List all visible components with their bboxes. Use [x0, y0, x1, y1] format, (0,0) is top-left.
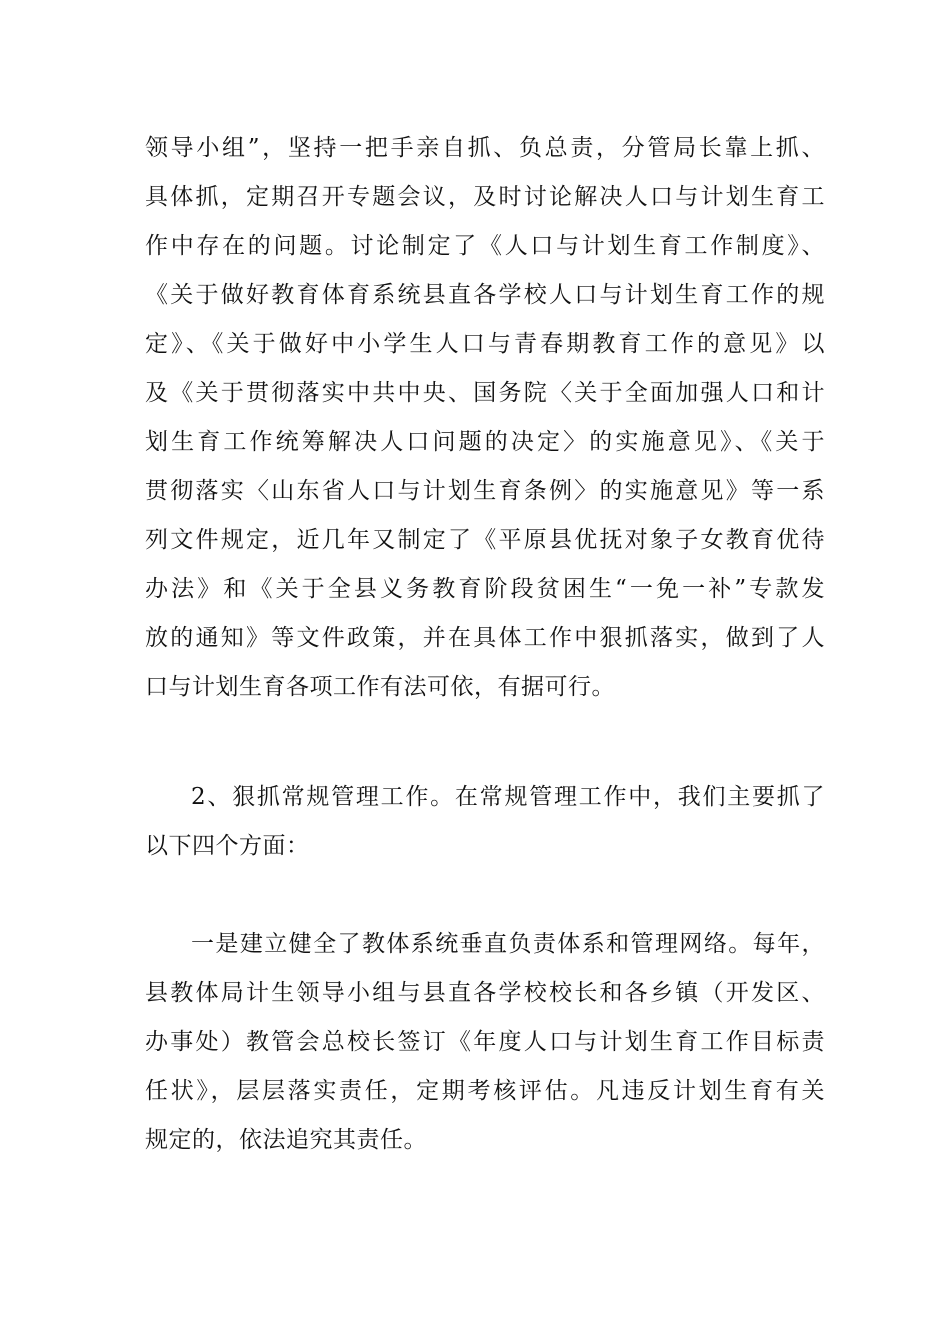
text-line: 办事处）教管会总校长签订《年度人口与计划生育工作目标责: [145, 1029, 825, 1055]
text-line: 列文件规定，近几年又制定了《平原县优抚对象子女教育优待: [145, 527, 825, 553]
text-line: 2、狠抓常规管理工作。在常规管理工作中，我们主要抓了: [191, 784, 825, 810]
paragraph-responsibility-system: [145, 920, 825, 1165]
text-line: 具体抓，定期召开专题会议，及时讨论解决人口与计划生育工: [145, 184, 825, 210]
text-line: 以下四个方面：: [145, 833, 310, 859]
text-line: 及《关于贯彻落实中共中央、国务院〈关于全面加强人口和计: [145, 380, 825, 406]
text-line: 作中存在的问题。讨论制定了《人口与计划生育工作制度》、: [145, 233, 825, 259]
text-line: 《关于做好教育体育系统县直各学校人口与计划生育工作的规: [145, 282, 825, 308]
text-line: 领导小组”，坚持一把手亲自抓、负总责，分管局长靠上抓、: [145, 135, 825, 161]
text-line: 口与计划生育各项工作有法可依，有据可行。: [145, 674, 615, 700]
text-line: 定》、《关于做好中小学生人口与青春期教育工作的意见》以: [145, 331, 825, 357]
paragraph-leadership: [145, 124, 825, 712]
text-line: 贯彻落实〈山东省人口与计划生育条例〉的实施意见》等一系: [145, 478, 825, 504]
text-line: 划生育工作统筹解决人口问题的决定〉的实施意见》、《关于: [145, 429, 825, 455]
paragraph-routine-management: [145, 773, 825, 871]
text-line: 任状》，层层落实责任，定期考核评估。凡违反计划生育有关: [145, 1078, 825, 1104]
text-line: 办法》和《关于全县义务教育阶段贫困生“一免一补”专款发: [145, 576, 825, 602]
text-line: 一是建立健全了教体系统垂直负责体系和管理网络。每年，: [191, 931, 825, 957]
text-line: 放的通知》等文件政策，并在具体工作中狠抓落实，做到了人: [145, 625, 825, 651]
text-line: 县教体局计生领导小组与县直各学校校长和各乡镇（开发区、: [145, 980, 825, 1006]
text-line: 规定的，依法追究其责任。: [145, 1127, 427, 1153]
